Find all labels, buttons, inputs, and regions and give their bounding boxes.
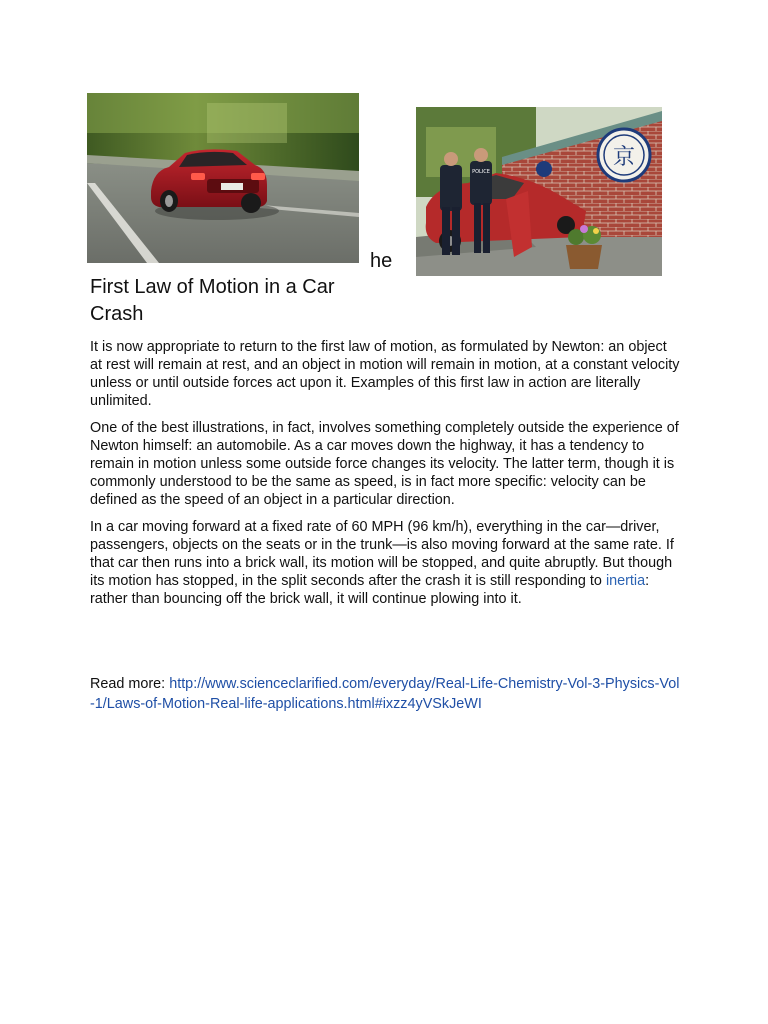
chinese-sign-glyph: 京 xyxy=(612,145,636,170)
article-body xyxy=(90,338,680,617)
car-highway-photo xyxy=(87,93,359,263)
police-vest-label: POLICE xyxy=(472,169,490,175)
read-more-line xyxy=(90,674,680,714)
car-crash-photo xyxy=(416,107,662,276)
read-more-label: Read more: xyxy=(90,676,170,692)
read-more-link[interactable]: http://www.scienceclarified.com/everyday/Real-Life-Chemistry-Vol-3-Physics-Vol-1/Laws-of-Motion-Real-life-applications.html#ixzz4yVSkJeWI xyxy=(90,676,680,712)
paragraph-3 xyxy=(90,518,680,608)
paragraph-2: One of the best illustrations, in fact, involves something completely outside the experience of Newton himself: an automobile. As a car moves down the highway, it has a tendency to remain in motion unless some outside force changes its velocity. The latter term, though it is commonly understood to be the same as speed, is in fact more specific: velocity can be defined as the speed of an object in a particular direction. xyxy=(90,420,679,508)
title-fragment: he xyxy=(370,250,393,272)
article-title: First Law of Motion in a Car Crash xyxy=(90,276,335,325)
paragraph-3-after: : rather than bouncing off the brick wall, it will continue plowing into it. xyxy=(90,573,650,607)
paragraph-3-before: In a car moving forward at a fixed rate of 60 MPH (96 km/h), everything in the car—driver, passengers, objects on the seats or in the trunk—is also moving forward at the same rate. If that car then runs into a brick wall, its motion will be stopped, and quite abruptly. But though its motion has stopped, in the split seconds after the crash it is still responding to xyxy=(90,519,674,589)
inertia-link[interactable]: inertia xyxy=(605,573,646,589)
paragraph-1: It is now appropriate to return to the first law of motion, as formulated by Newton: an object at rest will remain at rest, and an object in motion will remain in motion, at a constant velocity unless or until outside forces act upon it. Examples of this first law in action are literally unlimited. xyxy=(90,339,680,409)
